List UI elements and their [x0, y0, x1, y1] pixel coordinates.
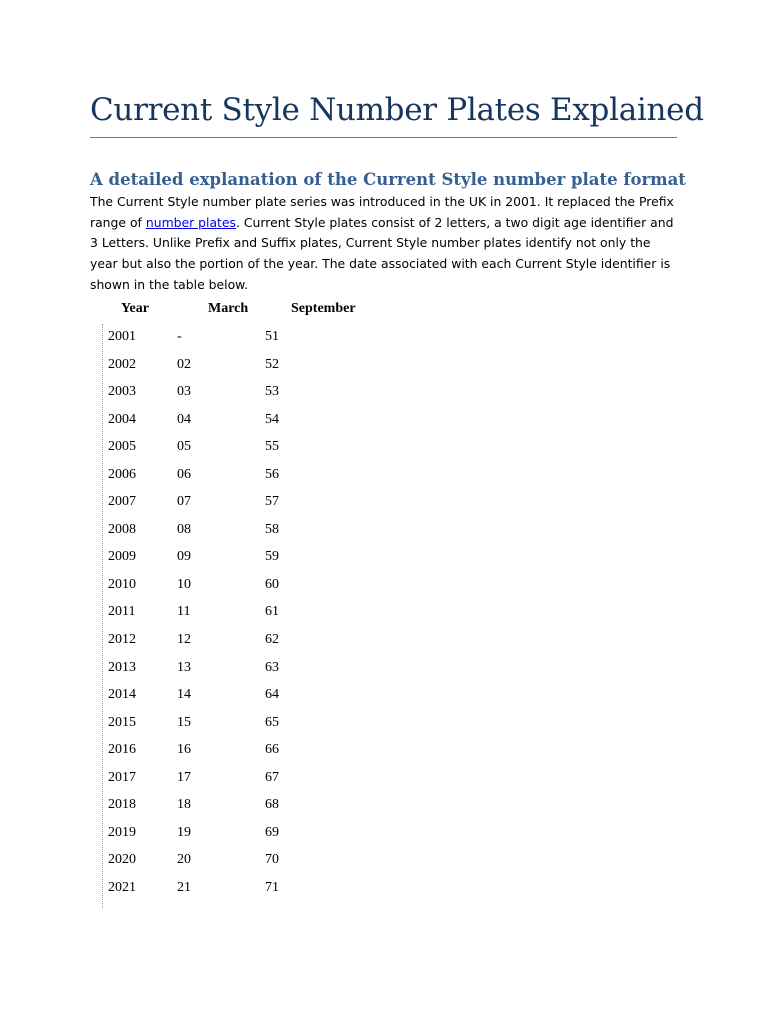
- paragraph-text-end: . Current Style plates consist of 2 letters, a two digit age identifier and 3 Letters. Unlike Prefix and Suffix plates, Current Style number plates identify not only the year but also the portion of the year. The date associated with each Current Style identifier is shown in the table below.: [90, 214, 674, 292]
- september-cell: 69: [265, 824, 279, 840]
- year-cell: 2008: [108, 521, 136, 537]
- table-row: [103, 434, 402, 462]
- march-cell: 15: [177, 714, 191, 730]
- year-cell: 2021: [108, 879, 136, 895]
- year-cell: 2009: [108, 549, 136, 565]
- march-cell: 14: [177, 687, 191, 703]
- table-header-row: [102, 296, 402, 324]
- table-row: [103, 407, 402, 435]
- march-cell: 18: [177, 797, 191, 813]
- september-cell: 67: [265, 769, 279, 785]
- september-cell: 61: [265, 604, 279, 620]
- year-cell: 2003: [108, 384, 136, 400]
- year-cell: 2017: [108, 769, 136, 785]
- march-cell: 07: [177, 494, 191, 510]
- column-header-september: September: [291, 301, 356, 316]
- year-cell: 2014: [108, 687, 136, 703]
- table-row: [103, 627, 402, 655]
- table-row: [103, 352, 402, 380]
- year-cell: 2019: [108, 824, 136, 840]
- table-row: [103, 765, 402, 793]
- table-row: [103, 517, 402, 545]
- september-cell: 53: [265, 384, 279, 400]
- september-cell: 66: [265, 742, 279, 758]
- year-cell: 2011: [108, 604, 136, 620]
- march-cell: 20: [177, 852, 191, 868]
- march-cell: -: [177, 329, 182, 344]
- table-body: [102, 324, 402, 908]
- identifier-table: [102, 296, 402, 908]
- year-cell: 2006: [108, 466, 136, 482]
- september-cell: 55: [265, 439, 279, 455]
- year-cell: 2013: [108, 659, 136, 675]
- table-row: [103, 682, 402, 710]
- table-row: [103, 489, 402, 517]
- table-row: [103, 544, 402, 572]
- september-cell: 56: [265, 466, 279, 482]
- year-cell: 2020: [108, 852, 136, 868]
- year-cell: 2004: [108, 411, 136, 427]
- march-cell: 08: [177, 521, 191, 537]
- year-cell: 2007: [108, 494, 136, 510]
- september-cell: 63: [265, 659, 279, 675]
- table-row: [103, 737, 402, 765]
- title-underline: [90, 137, 677, 138]
- table-row: [103, 820, 402, 848]
- march-cell: 19: [177, 824, 191, 840]
- september-cell: 70: [265, 852, 279, 868]
- table-row: [103, 875, 402, 903]
- table-row: [103, 847, 402, 875]
- year-cell: 2018: [108, 797, 136, 813]
- march-cell: 02: [177, 356, 191, 372]
- year-cell: 2001: [108, 329, 136, 344]
- table-row: [103, 792, 402, 820]
- year-cell: 2016: [108, 742, 136, 758]
- march-cell: 05: [177, 439, 191, 455]
- september-cell: 62: [265, 632, 279, 648]
- page-title: Current Style Number Plates Explained: [90, 92, 704, 128]
- march-cell: 11: [177, 604, 191, 620]
- september-cell: 60: [265, 576, 279, 592]
- year-cell: 2010: [108, 576, 136, 592]
- column-header-year: Year: [121, 301, 149, 316]
- september-cell: 64: [265, 687, 279, 703]
- september-cell: 71: [265, 879, 279, 895]
- table-row: [103, 462, 402, 490]
- year-cell: 2002: [108, 356, 136, 372]
- september-cell: 65: [265, 714, 279, 730]
- march-cell: 10: [177, 576, 191, 592]
- march-cell: 16: [177, 742, 191, 758]
- intro-paragraph: [90, 192, 680, 296]
- table-row: [103, 710, 402, 738]
- table-row: [103, 324, 402, 352]
- column-header-march: March: [208, 301, 249, 316]
- table-row: [103, 379, 402, 407]
- march-cell: 04: [177, 411, 191, 427]
- number-plates-link[interactable]: number plates: [145, 214, 236, 230]
- table-row: [103, 655, 402, 683]
- september-cell: 51: [265, 329, 279, 344]
- march-cell: 03: [177, 384, 191, 400]
- september-cell: 58: [265, 521, 279, 537]
- table-row: [103, 599, 402, 627]
- september-cell: 68: [265, 797, 279, 813]
- september-cell: 57: [265, 494, 279, 510]
- paragraph-text-start: The Current Style number plate series was introduced in the UK in 2001. It replaced the Prefix range of: [90, 194, 674, 230]
- year-cell: 2012: [108, 632, 136, 648]
- september-cell: 54: [265, 411, 279, 427]
- march-cell: 13: [177, 659, 191, 675]
- march-cell: 12: [177, 632, 191, 648]
- september-cell: 59: [265, 549, 279, 565]
- march-cell: 21: [177, 879, 191, 895]
- table-row: [103, 572, 402, 600]
- march-cell: 06: [177, 466, 191, 482]
- year-cell: 2015: [108, 714, 136, 730]
- march-cell: 09: [177, 549, 191, 565]
- september-cell: 52: [265, 356, 279, 372]
- year-cell: 2005: [108, 439, 136, 455]
- section-heading: A detailed explanation of the Current Style number plate format: [90, 170, 686, 189]
- march-cell: 17: [177, 769, 191, 785]
